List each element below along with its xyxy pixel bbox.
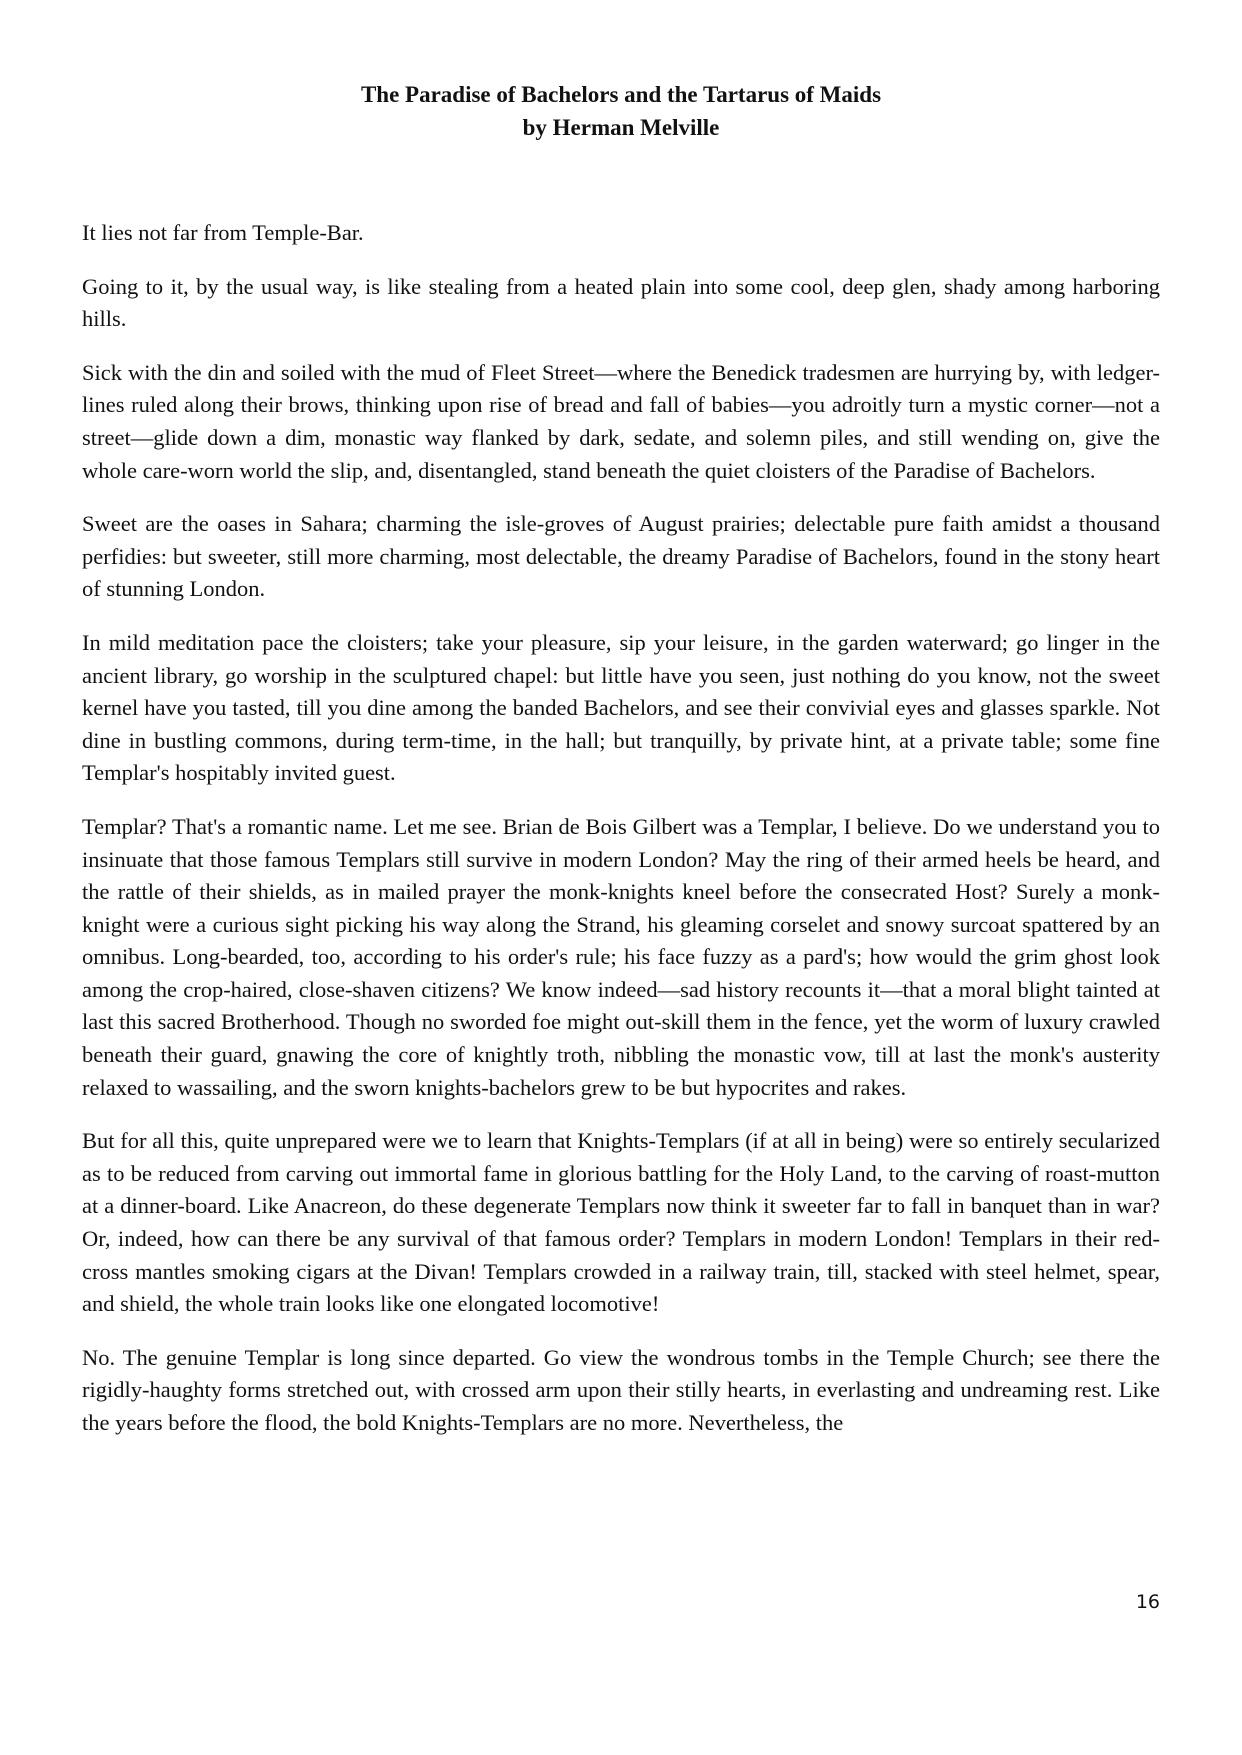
body-text [82,217,1160,1461]
paragraph: Going to it, by the usual way, is like stealing from a heated plain into some cool, deep glen, shady among harboring hills. [82,273,1160,332]
paragraph: No. The genuine Templar is long since departed. Go view the wondrous tombs in the Temple Church; see there the rigidly-haughty forms stretched out, with crossed arm upon their stilly hearts, in everlasting and undreaming rest. Like the years before the flood, the bold Knights-Templars are no more. Nevertheless, the [82,1344,1160,1435]
paragraph: It lies not far from Temple-Bar. [82,220,364,245]
title-block [0,78,1242,144]
paragraph: Sweet are the oases in Sahara; charming the isle-groves of August prairies; delectable pure faith amidst a thousand perfidies: but sweeter, still more charming, most delectable, the dreamy Paradise of Bachelors, found in the stony heart of stunning London. [82,511,1160,602]
paragraph: Sick with the din and soiled with the mud of Fleet Street—where the Benedick tradesmen are hurrying by, with ledger-lines ruled along their brows, thinking upon rise of bread and fall of babies—you adroitly turn a mystic corner—not a street—glide down a dim, monastic way flanked by dark, sedate, and solemn piles, and still wending on, give the whole care-worn world the slip, and, disentangled, stand beneath the quiet cloisters of the Paradise of Bachelors. [82,359,1160,483]
page-number: 16 [1135,1591,1160,1613]
paragraph: Templar? That's a romantic name. Let me see. Brian de Bois Gilbert was a Templar, I believe. Do we understand you to insinuate that those famous Templars still survive in modern London? May the ring of their armed heels be heard, and the rattle of their shields, as in mailed prayer the monk-knights kneel before the consecrated Host? Surely a monk-knight were a curious sight picking his way along the Strand, his gleaming corselet and snowy surcoat spattered by an omnibus. Long-bearded, too, according to his order's rule; his face fuzzy as a pard's; how would the grim ghost look among the crop-haired, close-shaven citizens? We know indeed—sad history recounts it—that a moral blight tainted at last this sacred Brotherhood. Though no sworded foe might out-skill them in the fence, yet the worm of luxury crawled beneath their guard, gnawing the core of knightly troth, nibbling the monastic vow, till at last the monk's austerity relaxed to wassailing, and the sworn knights-bachelors grew to be but hypocrites and rakes. [82,813,1160,1100]
document-title: The Paradise of Bachelors and the Tartarus of Maids [360,82,882,107]
paragraph: But for all this, quite unprepared were we to learn that Knights-Templars (if at all in being) were so entirely secularized as to be reduced from carving out immortal fame in glorious battling for the Holy Land, to the carving of roast-mutton at a dinner-board. Like Anacreon, do these degenerate Templars now think it sweeter far to fall in banquet than in war? Or, indeed, how can there be any survival of that famous order? Templars in modern London! Templars in their red-cross mantles smoking cigars at the Divan! Templars crowded in a railway train, till, stacked with steel helmet, spear, and shield, the whole train looks like one elongated locomotive! [82,1128,1160,1317]
author-line: by Herman Melville [522,115,720,140]
paragraph: In mild meditation pace the cloisters; take your pleasure, sip your leisure, in the garden waterward; go linger in the ancient library, go worship in the sculptured chapel: but little have you seen, just nothing do you know, not the sweet kernel have you tasted, till you dine among the banded Bachelors, and see their convivial eyes and glasses sparkle. Not dine in bustling commons, during term-time, in the hall; but tranquilly, by private hint, at a private table; some fine Templar's hospitably invited guest. [82,629,1160,786]
